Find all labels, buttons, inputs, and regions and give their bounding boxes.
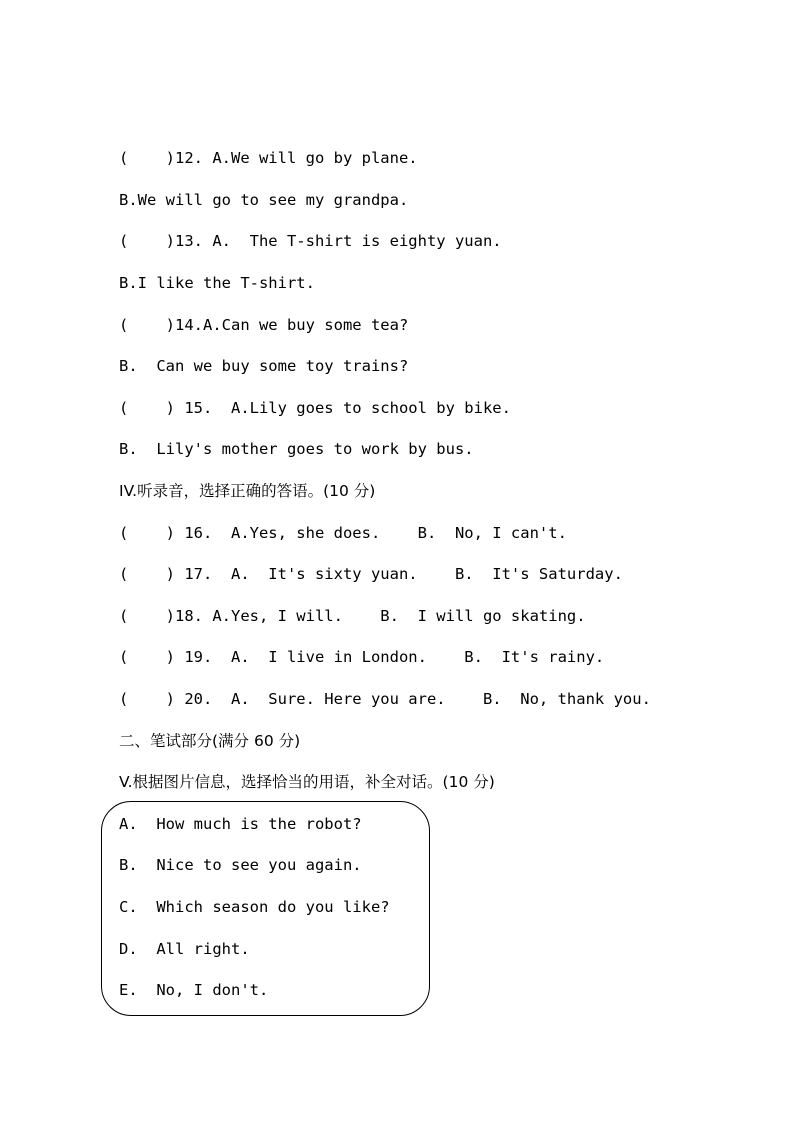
- question-13-option-a: ( )13. A. The T-shirt is eighty yuan.: [119, 232, 502, 250]
- question-14-option-a: ( )14.A.Can we buy some tea?: [119, 316, 409, 334]
- question-16: ( ) 16. A.Yes, she does. B. No, I can't.: [119, 524, 567, 542]
- section-iv-title: IV.听录音，选择正确的答语。(10 分): [119, 482, 376, 500]
- part-two-title: 二、笔试部分(满分 60 分): [119, 732, 301, 750]
- question-12-option-a: ( )12. A.We will go by plane.: [119, 149, 418, 167]
- question-18: ( )18. A.Yes, I will. B. I will go skating.: [119, 607, 586, 625]
- option-c: C. Which season do you like?: [119, 898, 390, 916]
- question-12-option-b: B.We will go to see my grandpa.: [119, 191, 409, 209]
- option-b: B. Nice to see you again.: [119, 856, 362, 874]
- question-14-option-b: B. Can we buy some toy trains?: [119, 357, 409, 375]
- question-15-option-b: B. Lily's mother goes to work by bus.: [119, 440, 474, 458]
- question-20: ( ) 20. A. Sure. Here you are. B. No, thank you.: [119, 690, 651, 708]
- option-d: D. All right.: [119, 940, 250, 958]
- section-v-title: V.根据图片信息，选择恰当的用语，补全对话。(10 分): [119, 773, 495, 791]
- question-17: ( ) 17. A. It's sixty yuan. B. It's Saturday.: [119, 565, 623, 583]
- option-e: E. No, I don't.: [119, 981, 269, 999]
- question-19: ( ) 19. A. I live in London. B. It's rainy.: [119, 648, 605, 666]
- question-13-option-b: B.I like the T-shirt.: [119, 274, 315, 292]
- option-a: A. How much is the robot?: [119, 815, 362, 833]
- question-15-option-a: ( ) 15. A.Lily goes to school by bike.: [119, 399, 511, 417]
